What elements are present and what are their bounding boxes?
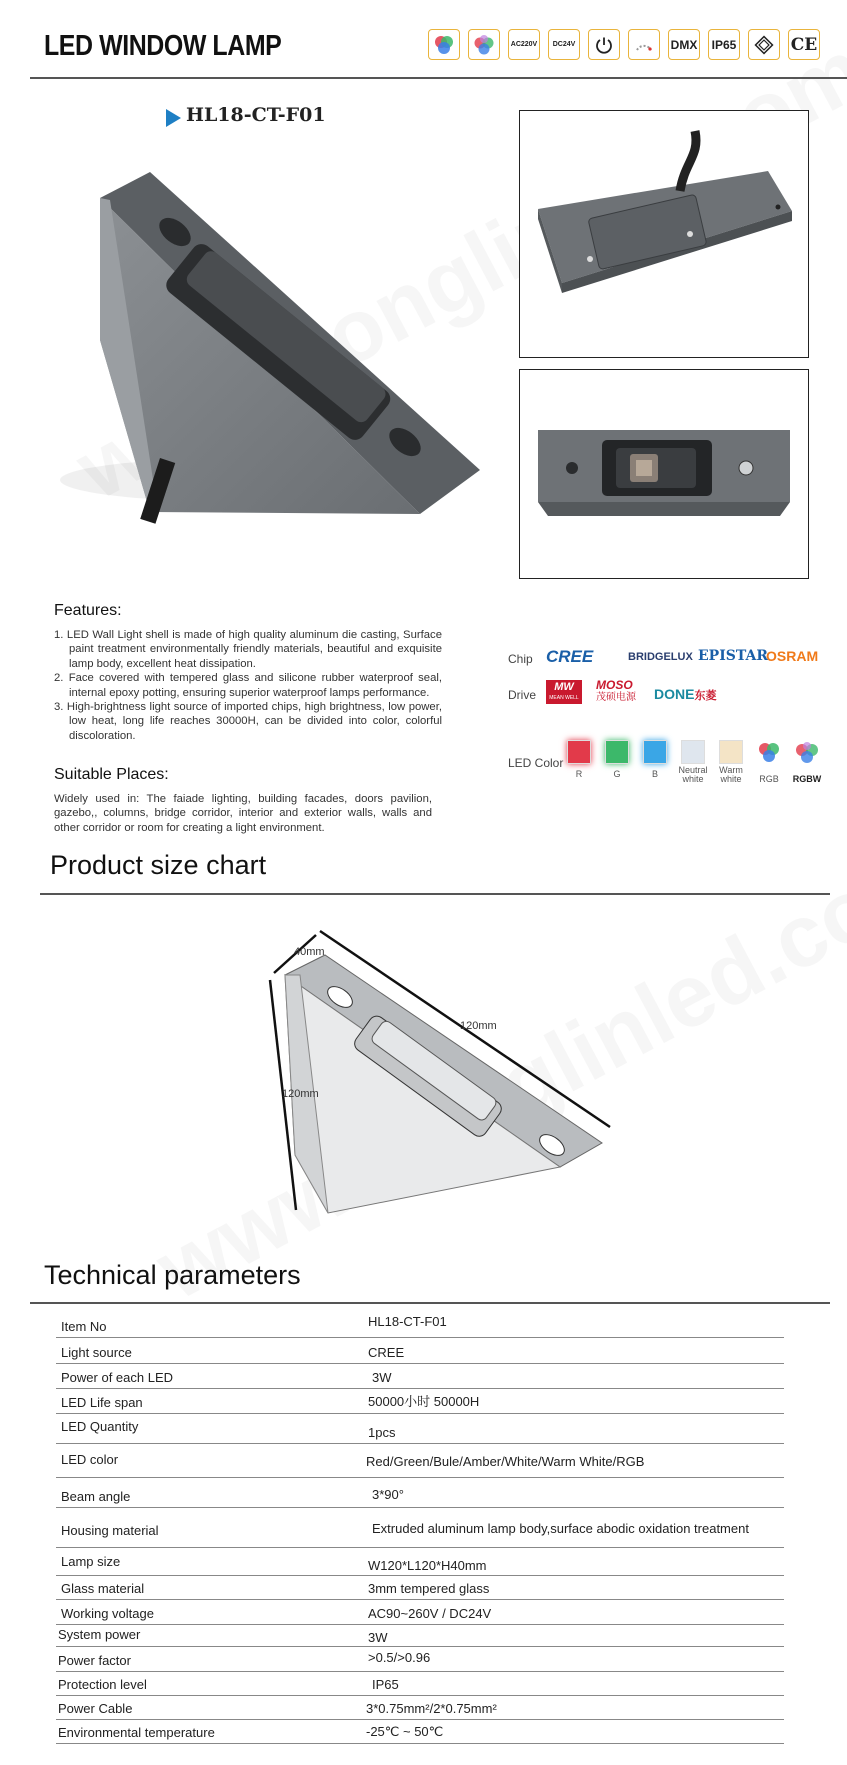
color-swatch bbox=[643, 740, 667, 764]
cert-badges bbox=[428, 29, 820, 60]
table-row bbox=[56, 1312, 784, 1338]
table-row bbox=[56, 1696, 784, 1720]
features-list bbox=[54, 628, 442, 743]
osram-logo: OSRAM bbox=[766, 648, 819, 664]
suitable-heading: Suitable Places: bbox=[54, 766, 169, 783]
table-row bbox=[56, 1478, 784, 1508]
param-name: System power bbox=[58, 1627, 141, 1642]
param-name: Protection level bbox=[58, 1677, 147, 1692]
color-swatch bbox=[567, 740, 591, 764]
table-row bbox=[56, 1672, 784, 1696]
param-name: Beam angle bbox=[61, 1489, 131, 1504]
table-row bbox=[56, 1720, 784, 1744]
dc24v-badge: DC24V bbox=[548, 29, 580, 60]
bridgelux-logo: BRIDGELUX bbox=[628, 651, 693, 663]
cree-logo: CREE bbox=[546, 647, 594, 666]
swatch-rgbw bbox=[792, 740, 822, 784]
rgb-color-icon bbox=[754, 740, 784, 764]
color-swatch bbox=[681, 740, 705, 764]
size-chart-drawing bbox=[240, 915, 640, 1215]
color-label: G bbox=[613, 769, 621, 779]
table-row bbox=[56, 1364, 784, 1389]
swatch-warm-white bbox=[716, 740, 746, 784]
meanwell-logo: MW MEAN WELL bbox=[546, 680, 582, 704]
size-chart-divider bbox=[40, 893, 830, 895]
moso-logo: MOSO 茂硕电源 bbox=[596, 678, 636, 703]
class-iii-icon bbox=[748, 29, 780, 60]
table-row bbox=[56, 1338, 784, 1364]
param-value: 3W bbox=[368, 1630, 388, 1645]
param-name: LED color bbox=[61, 1452, 119, 1467]
color-swatch bbox=[719, 740, 743, 764]
dimmer-icon bbox=[628, 29, 660, 60]
table-row bbox=[56, 1414, 784, 1444]
model-arrow-icon bbox=[166, 109, 181, 127]
page-title: LED WINDOW LAMP bbox=[44, 30, 282, 62]
list-item: 1. LED Wall Light shell is made of high quality aluminum die casting, Surface paint treatment environmentally friendly materials, beautiful and exquisite lamp body, excellent heat dissipation. bbox=[54, 629, 442, 670]
param-value: >0.5/>0.96 bbox=[368, 1650, 431, 1665]
color-label: RGBW bbox=[792, 774, 822, 784]
header-divider bbox=[30, 77, 847, 79]
list-item: 2. Face covered with tempered glass and silicone rubber waterproof seal, internal epoxy potting, ensuring superior waterproof lamps performance. bbox=[54, 672, 442, 699]
swatch-rgb bbox=[754, 740, 784, 784]
param-value: 50000小时 50000H bbox=[368, 1394, 480, 1409]
param-value: IP65 bbox=[372, 1677, 399, 1692]
param-name: Light source bbox=[61, 1345, 132, 1360]
done-logo: DONE东菱 bbox=[654, 686, 717, 702]
rgbw-color-badge bbox=[468, 29, 500, 60]
param-value: Red/Green/Bule/Amber/White/Warm White/RGB bbox=[366, 1454, 645, 1469]
param-name: Housing material bbox=[61, 1523, 159, 1538]
rgb-color-badge bbox=[428, 29, 460, 60]
drive-label: Drive bbox=[508, 688, 537, 702]
param-name: Item No bbox=[61, 1319, 107, 1334]
dim-height-label: 120mm bbox=[282, 1088, 319, 1100]
param-value: 1pcs bbox=[368, 1425, 396, 1440]
swatch-neutral-white bbox=[678, 740, 708, 784]
tech-heading: Technical parameters bbox=[44, 1260, 301, 1290]
param-name: Lamp size bbox=[61, 1554, 121, 1569]
led-color-swatches bbox=[564, 740, 822, 784]
param-name: LED Quantity bbox=[61, 1419, 139, 1434]
dmx-badge: DMX bbox=[668, 29, 700, 60]
param-value: Extruded aluminum lamp body,surface abodic oxidation treatment bbox=[372, 1521, 749, 1536]
color-label: R bbox=[575, 769, 583, 779]
size-chart-heading: Product size chart bbox=[50, 850, 267, 880]
chip-label: Chip bbox=[508, 652, 533, 666]
param-value: AC90~260V / DC24V bbox=[368, 1606, 492, 1621]
param-value: 3W bbox=[372, 1370, 392, 1385]
product-model: HL18-CT-F01 bbox=[186, 104, 326, 126]
power-icon bbox=[588, 29, 620, 60]
table-row bbox=[56, 1548, 784, 1576]
param-value: 3mm tempered glass bbox=[368, 1581, 490, 1596]
param-name: Working voltage bbox=[61, 1606, 154, 1621]
table-row bbox=[56, 1647, 784, 1672]
epistar-logo: EPISTAR bbox=[698, 648, 769, 664]
param-value: HL18-CT-F01 bbox=[368, 1314, 447, 1329]
swatch-r bbox=[564, 740, 594, 784]
param-name: Power of each LED bbox=[61, 1370, 174, 1385]
table-row bbox=[56, 1625, 784, 1647]
param-name: Glass material bbox=[61, 1581, 145, 1596]
product-photo-front bbox=[519, 369, 809, 579]
main-product-image bbox=[40, 140, 500, 540]
color-label: Warm white bbox=[719, 765, 743, 784]
param-value: -25℃ ~ 50℃ bbox=[366, 1724, 444, 1739]
param-value: W120*L120*H40mm bbox=[368, 1558, 487, 1573]
table-row bbox=[56, 1508, 784, 1548]
dim-length-label: 120mm bbox=[460, 1020, 497, 1032]
table-row bbox=[56, 1389, 784, 1414]
color-swatch bbox=[605, 740, 629, 764]
swatch-b bbox=[640, 740, 670, 784]
param-name: Power Cable bbox=[58, 1701, 133, 1716]
rgbw-color-icon bbox=[792, 740, 822, 764]
ac220v-badge: AC220V bbox=[508, 29, 540, 60]
led-color-label: LED Color bbox=[508, 756, 564, 770]
param-name: Power factor bbox=[58, 1653, 131, 1668]
param-value: CREE bbox=[368, 1345, 405, 1360]
ce-badge: CE bbox=[788, 29, 820, 60]
swatch-g bbox=[602, 740, 632, 784]
ip65-badge: IP65 bbox=[708, 29, 740, 60]
dim-depth-label: 40mm bbox=[294, 946, 325, 958]
product-photo-top bbox=[519, 110, 809, 358]
color-label: RGB bbox=[759, 774, 779, 784]
param-name: LED Life span bbox=[61, 1395, 143, 1410]
table-row bbox=[56, 1576, 784, 1600]
suitable-text: Widely used in: The faiade lighting, building facades, doors pavilion, gazebo,, columns, bridge corridor, interior and exterior walls, walls and other corridor or room for creating a light environment. bbox=[54, 793, 432, 834]
color-label: Neutral white bbox=[678, 765, 708, 784]
features-heading: Features: bbox=[54, 602, 122, 619]
param-name: Environmental temperature bbox=[58, 1725, 215, 1740]
table-row bbox=[56, 1444, 784, 1478]
param-value: 3*90° bbox=[372, 1487, 404, 1502]
table-row bbox=[56, 1600, 784, 1625]
param-value: 3*0.75mm²/2*0.75mm² bbox=[366, 1701, 497, 1716]
color-label: B bbox=[651, 769, 658, 779]
tech-divider bbox=[30, 1302, 830, 1304]
list-item: 3. High-brightness light source of imported chips, high brightness, low power, low heat, long life reaches 30000H, can be divided into color, colorful discoloration. bbox=[54, 701, 442, 742]
